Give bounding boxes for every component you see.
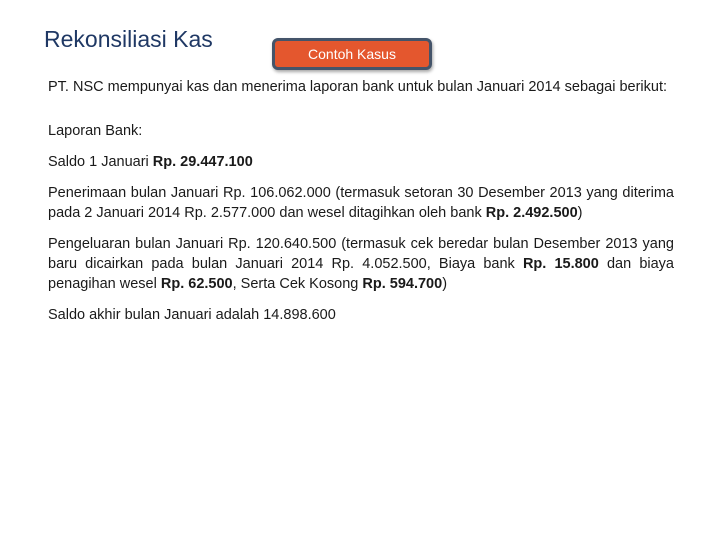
receipts-paragraph	[48, 183, 674, 223]
nsf-check-amount: Rp. 594.700	[362, 276, 443, 292]
disbursements-paragraph	[48, 234, 674, 294]
collection-fee-amount: Rp. 62.500	[160, 276, 233, 292]
disbursements-text: Pengeluaran bulan Januari Rp. 120.640.500 (termasuk cek beredar bulan Desember 2013 yang baru dicairkan pada bulan Januari 2014 Rp. 4.052.500, Biaya bank	[48, 236, 674, 272]
bank-report-label: Laporan Bank:	[48, 123, 143, 139]
disbursements-mid1: dan biaya penagihan wesel	[48, 256, 674, 292]
slide-content	[48, 77, 674, 336]
opening-balance-text: Saldo 1 Januari	[48, 154, 153, 170]
case-example-badge: Contoh Kasus	[272, 38, 432, 70]
intro-paragraph: PT. NSC mempunyai kas dan menerima laporan bank untuk bulan Januari 2014 sebagai berikut:	[48, 79, 668, 95]
disbursements-mid2: , Serta Cek Kosong	[232, 276, 363, 292]
opening-balance-amount: Rp. 29.447.100	[152, 154, 253, 170]
receipts-text: Penerimaan bulan Januari Rp. 106.062.000 (termasuk setoran 30 Desember 2013 yang diterima pada 2 Januari 2014 Rp. 2.577.000 dan wesel ditagihkan oleh bank	[48, 185, 674, 221]
bank-fee-amount: Rp. 15.800	[522, 256, 599, 272]
receipts-amount: Rp. 2.492.500	[485, 205, 578, 221]
disbursements-tail: )	[442, 276, 448, 292]
slide-title: Rekonsiliasi Kas	[44, 26, 213, 52]
opening-balance	[48, 152, 674, 172]
closing-balance: Saldo akhir bulan Januari adalah 14.898.600	[48, 307, 336, 323]
receipts-tail: )	[577, 205, 583, 221]
